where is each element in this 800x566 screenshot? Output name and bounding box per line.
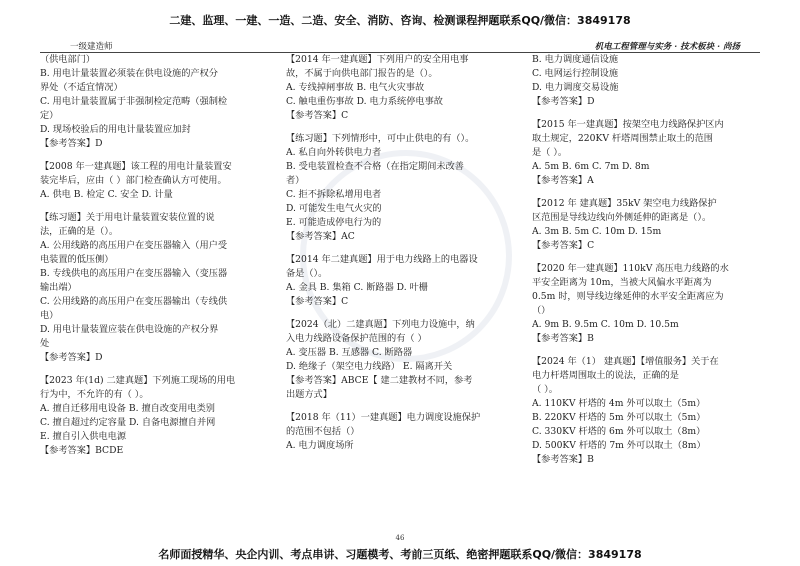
text-line: A. 电力调度场所 <box>286 440 354 451</box>
text-line: 法，正确的是（）。 <box>40 226 119 237</box>
text-line: 的范围不包括（） <box>286 426 360 437</box>
text-line: D. 现场校验后的用电计量装置应加封 <box>40 124 191 135</box>
text-line: 【参考答案】BCDE <box>40 445 124 456</box>
column-right <box>532 53 760 467</box>
text-line: 【参考答案】D <box>40 352 103 363</box>
text-line: 界处（不适宜情况） <box>40 82 123 93</box>
text-line: 【2024 年（1） 建真题】【增值服务】关于在 <box>532 356 719 367</box>
text-line: 【参考答案】ABCE【 建二建教材不同，参考 <box>286 375 473 386</box>
spacer <box>532 109 760 118</box>
text-line: E. 可能造成停电行为的 <box>286 217 382 228</box>
text-line: A. 专线掉闸事故 B. 电气火灾事故 <box>286 82 425 93</box>
header-right-title: 机电工程管理与实务 · 技术板块 · 尚扬 <box>594 42 740 52</box>
spacer <box>286 309 522 318</box>
text-line: 处 <box>40 338 50 349</box>
text-line: 备是（）。 <box>286 268 328 279</box>
text-line: A. 变压器 B. 互感器 C. 断路器 <box>286 347 413 358</box>
spacer <box>532 253 760 262</box>
header-left-title: 一级建造师 <box>70 42 113 52</box>
text-line: B. 专线供电的高压用户在变压器输入（变压器 <box>40 268 228 279</box>
text-line: C. 330KV 杆塔的 6m 外可以取土（8m） <box>532 426 706 437</box>
text-line: B. 用电计量装置必须装在供电设施的产权分 <box>40 68 218 79</box>
text-line: 【2014 年二建真题】用于电力线路上的电器设 <box>286 254 478 265</box>
text-line: A. 金具 B. 集箱 C. 断路器 D. 叶栅 <box>286 282 428 293</box>
text-line: A. 110KV 杆塔的 4m 外可以取土（5m） <box>532 398 706 409</box>
text-line: 【2018 年（11）一建真题】电力调度设施保护 <box>286 412 481 423</box>
text-line: 者） <box>286 175 305 186</box>
text-line: 【练习题】下列情形中，可中止供电的有（）。 <box>286 133 475 144</box>
text-line: 是（ ）。 <box>532 147 568 158</box>
text-line: A. 擅自迁移用电设备 B. 擅自改变用电类别 <box>40 403 215 414</box>
text-line: 行为中，不允许的有（ ）。 <box>40 389 149 400</box>
text-line: C. 擅自超过约定容量 D. 自备电源擅自并网 <box>40 417 216 428</box>
text-line: D. 绝缘子（架空电力线路） E. 隔离开关 <box>286 361 453 372</box>
text-line: A. 3m B. 5m C. 10m D. 15m <box>532 226 662 237</box>
text-line: 电力杆塔周围取土的说法，正确的是 <box>532 370 679 381</box>
text-line: 【参考答案】A <box>532 175 594 186</box>
text-line: B. 220KV 杆塔的 5m 外可以取土（5m） <box>532 412 706 423</box>
text-line: 电） <box>40 310 59 321</box>
column-middle <box>286 53 522 453</box>
text-line: 【2024（北）二建真题】下列电力设施中，纳 <box>286 319 475 330</box>
text-line: 【参考答案】D <box>532 96 595 107</box>
top-banner: 二建、监理、一建、一造、二造、安全、消防、咨询、检测课程押题联系QQ/微信：3849178 <box>169 14 631 27</box>
text-line: 【参考答案】B <box>532 454 594 465</box>
text-line: A. 公用线路的高压用户在变压器输入（用户受 <box>40 240 228 251</box>
text-line: C. 用电计量装置属于非强制检定范畴（强制检 <box>40 96 228 107</box>
spacer <box>40 365 276 374</box>
text-line: 【2015 年一建真题】按架空电力线路保护区内 <box>532 119 724 130</box>
text-line: 【参考答案】D <box>40 138 103 149</box>
spacer <box>286 402 522 411</box>
spacer <box>532 346 760 355</box>
spacer <box>40 151 276 160</box>
text-line: C. 公用线路的高压用户在变压器输出（专线供 <box>40 296 228 307</box>
text-line: B. 电力调度通信设施 <box>532 54 619 65</box>
text-line: C. 电网运行控制设施 <box>532 68 619 79</box>
text-line: 0.5m 时，则导线边缘延伸的水平安全距离应为 <box>532 291 724 302</box>
text-line: 【2020 年一建真题】110kV 高压电力线路的水 <box>532 263 729 274</box>
text-line: 【参考答案】C <box>286 110 349 121</box>
page-number: 46 <box>395 534 405 542</box>
text-line: D. 电力调度交易设施 <box>532 82 619 93</box>
spacer <box>532 188 760 197</box>
text-line: 【2008 年一建真题】该工程的用电计量装置安 <box>40 161 232 172</box>
text-line: C. 拒不拆除私增用电者 <box>286 189 382 200</box>
text-line: （） <box>532 305 551 316</box>
text-line: 【2014 年一建真题】下列用户的安全用电事 <box>286 54 469 65</box>
text-line: 入电力线路设备保护范围的有（ ） <box>286 333 427 344</box>
text-line: 【参考答案】C <box>532 240 595 251</box>
text-line: 【2023 年(1d) 二建真题】下列施工现场的用电 <box>40 375 236 386</box>
text-line: 取土规定，220KV 杆塔周围禁止取土的范围 <box>532 133 713 144</box>
text-line: 电装置的低压侧） <box>40 254 114 265</box>
text-line: E. 擅自引入供电电源 <box>40 431 127 442</box>
text-line: 定） <box>40 110 59 121</box>
text-line: （ ）。 <box>532 384 558 395</box>
page-header <box>40 38 760 53</box>
text-line: 出题方式】 <box>286 389 332 400</box>
text-line: 【参考答案】C <box>286 296 349 307</box>
text-line: A. 9m B. 9.5m C. 10m D. 10.5m <box>532 319 679 330</box>
text-line: 区范围是导线边线向外侧延伸的距离是（）。 <box>532 212 712 223</box>
text-line: 故，不属于向供电部门报告的是（）。 <box>286 68 438 79</box>
column-left <box>40 53 276 458</box>
spacer <box>286 244 522 253</box>
text-line: A. 私自向外转供电力者 <box>286 147 382 158</box>
text-line: A. 5m B. 6m C. 7m D. 8m <box>532 161 650 172</box>
text-line: 【2012 年 建真题】35kV 架空电力线路保护 <box>532 198 717 209</box>
text-line: B. 受电装置检查不合格（在指定期间未改善 <box>286 161 464 172</box>
text-line: 【参考答案】AC <box>286 231 355 242</box>
spacer <box>286 123 522 132</box>
spacer <box>40 202 276 211</box>
text-line: C. 触电重伤事故 D. 电力系统停电事故 <box>286 96 443 107</box>
bottom-banner: 名师面授精华、央企内训、考点串讲、习题模考、考前三页纸、绝密押题联系QQ/微信：3849178 <box>158 548 642 561</box>
text-line: 平安全距离为 10m，当被大风偏水平距离为 <box>532 277 712 288</box>
text-line: A. 供电 B. 检定 C. 安全 D. 计量 <box>40 189 173 200</box>
text-line: 装完毕后，应由（ ）部门检查确认方可使用。 <box>40 175 227 186</box>
text-line: D. 500KV 杆塔的 7m 外可以取土（8m） <box>532 440 706 451</box>
text-line: （供电部门） <box>40 54 96 65</box>
text-line: 【练习题】关于用电计量装置安装位置的说 <box>40 212 215 223</box>
text-line: 输出端） <box>40 282 77 293</box>
text-line: 【参考答案】B <box>532 333 594 344</box>
text-line: D. 用电计量装置应装在供电设施的产权分界 <box>40 324 219 335</box>
text-line: D. 可能发生电气火灾的 <box>286 203 382 214</box>
